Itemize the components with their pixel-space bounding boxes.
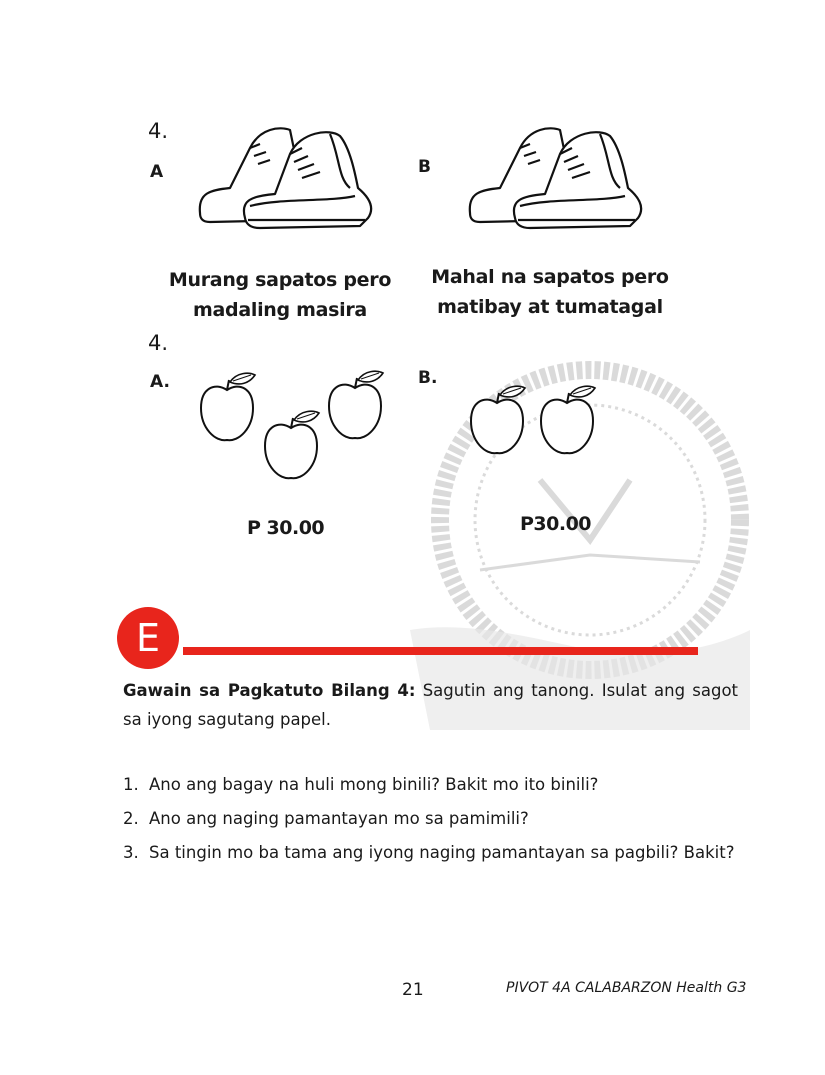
caption-a-line2: madaling masira (193, 299, 367, 321)
list-item (123, 838, 738, 867)
option-a-label: A. (150, 372, 170, 392)
question-number: 3. (123, 843, 139, 862)
activity-instructions (123, 676, 738, 734)
caption-b-line1: Mahal na sapatos pero (431, 266, 669, 288)
activity-text: Sagutin ang tanong. Isulat ang sagot sa iyong sagutang papel. (123, 681, 739, 729)
shoes-image-a (190, 118, 380, 233)
apples-image-b (465, 383, 615, 463)
shoes-image-b (460, 118, 650, 233)
page-number: 21 (402, 980, 424, 1000)
section-divider (183, 647, 698, 655)
caption-b (425, 262, 675, 322)
item-number: 4. (148, 119, 169, 143)
footer-label: PIVOT 4A CALABARZON Health G3 (506, 980, 747, 996)
list-item (123, 770, 738, 799)
question-number: 1. (123, 775, 139, 794)
apples-image-a (195, 370, 395, 485)
question-text: Ano ang bagay na huli mong binili? Bakit mo ito binili? (149, 775, 599, 794)
section-badge: E (117, 607, 179, 669)
question-text: Ano ang naging pamantayan mo sa pamimili? (149, 809, 529, 828)
price-a: P 30.00 (247, 517, 325, 539)
caption-a-line1: Murang sapatos pero (168, 269, 392, 291)
caption-b-line2: matibay at tumatagal (437, 296, 663, 318)
question-list (123, 770, 738, 867)
list-item (123, 804, 738, 833)
question-text: Sa tingin mo ba tama ang iyong naging pamantayan sa pagbili? Bakit? (149, 843, 735, 862)
question-number: 2. (123, 809, 139, 828)
option-b-label: B (418, 157, 431, 177)
option-a-label: A (150, 162, 164, 182)
price-b: P30.00 (520, 513, 592, 535)
item-number: 4. (148, 331, 169, 355)
option-b-label: B. (418, 368, 438, 388)
activity-title: Gawain sa Pagkatuto Bilang 4: (123, 681, 416, 700)
caption-a (160, 265, 400, 325)
